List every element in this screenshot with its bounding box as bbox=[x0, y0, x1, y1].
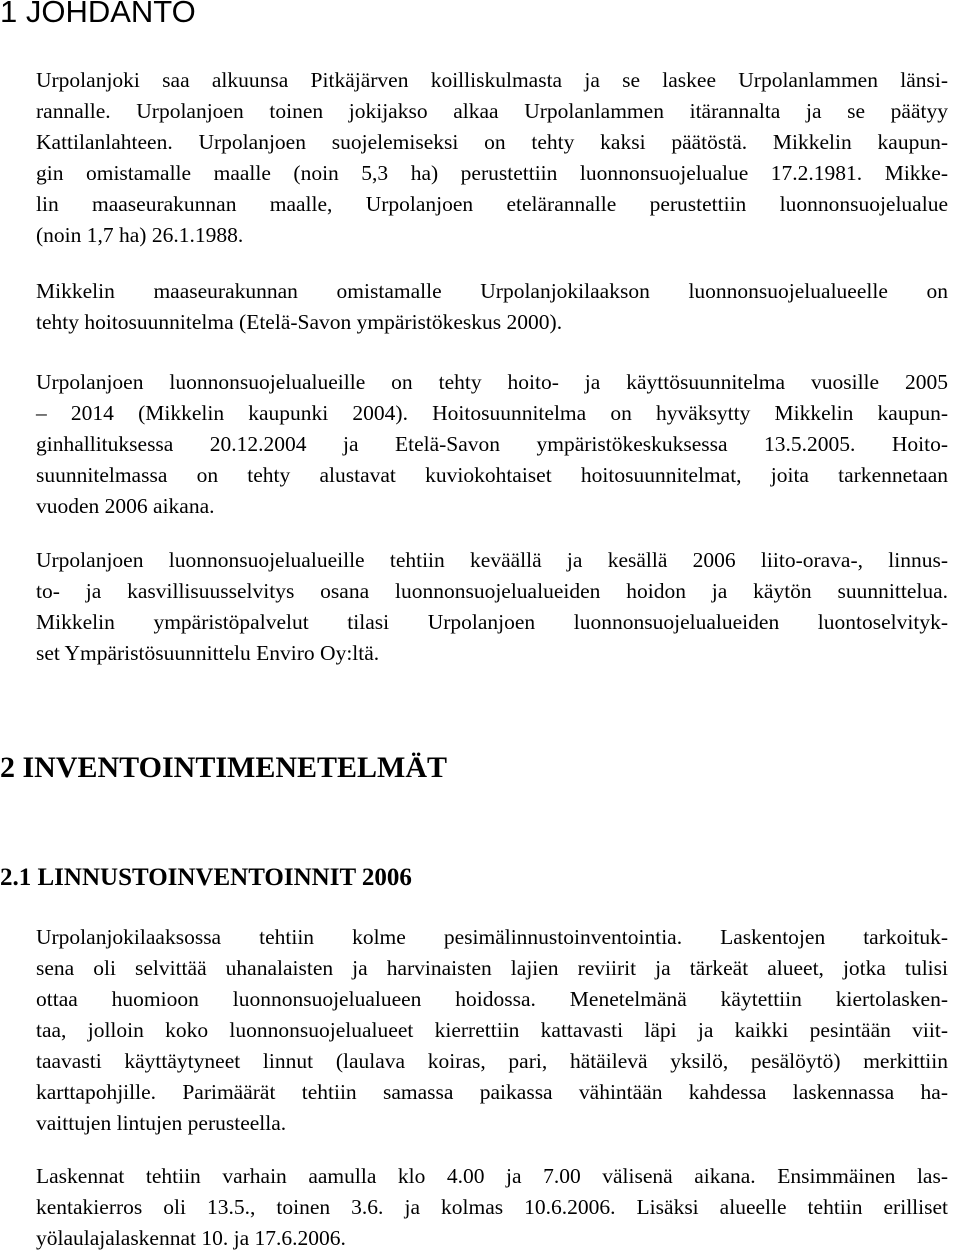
text-line: karttapohjille. Parimäärät tehtiin samassa paikassa vähintään kahdessa laskennassa ha- bbox=[36, 1080, 948, 1104]
text-line: rannalle. Urpolanjoen toinen jokijakso alkaa Urpolanlammen itärannalta ja se päätyy bbox=[36, 99, 948, 123]
text-line: set Ympäristösuunnittelu Enviro Oy:ltä. bbox=[36, 641, 380, 665]
text-line: lin maaseurakunnan maalle, Urpolanjoen etelärannalle perustettiin luonnonsuojelualue bbox=[36, 192, 948, 216]
text-line: Urpolanjokilaaksossa tehtiin kolme pesimälinnustoinventointia. Laskentojen tarkoituk- bbox=[36, 925, 948, 949]
text-line: Laskennat tehtiin varhain aamulla klo 4.00 ja 7.00 välisenä aikana. Ensimmäinen las- bbox=[36, 1164, 948, 1188]
paragraph-management-plan bbox=[36, 367, 948, 522]
text-line: (noin 1,7 ha) 26.1.1988. bbox=[36, 223, 244, 247]
text-line: vuoden 2006 aikana. bbox=[36, 494, 215, 518]
text-line: Urpolanjoen luonnonsuojelualueille on tehty hoito- ja käyttösuunnitelma vuosille 2005 bbox=[36, 370, 948, 394]
text-line: tehty hoitosuunnitelma (Etelä-Savon ympäristökeskus 2000). bbox=[36, 310, 563, 334]
text-line: ottaa huomioon luonnonsuojelualueen hoidossa. Menetelmänä käytettiin kiertolasken- bbox=[36, 987, 948, 1011]
paragraph-surveys bbox=[36, 545, 948, 669]
text-line: kentakierros oli 13.5., toinen 3.6. ja kolmas 10.6.2006. Lisäksi alueelle tehtiin erilliset bbox=[36, 1195, 948, 1219]
text-line: – 2014 (Mikkelin kaupunki 2004). Hoitosuunnitelma on hyväksytty Mikkelin kaupun- bbox=[36, 401, 948, 425]
paragraph-counting-schedule bbox=[36, 1161, 948, 1254]
text-line: taavasti käyttäytyneet linnut (laulava koiras, pari, hätäilevä yksilö, pesälöytö) merkittiin bbox=[36, 1049, 948, 1073]
text-line: yölaulajalaskennat 10. ja 17.6.2006. bbox=[36, 1226, 346, 1250]
paragraph-bird-inventory bbox=[36, 922, 948, 1139]
heading-inventointimenetelmat: 2 INVENTOINTIMENETELMÄT bbox=[0, 751, 448, 784]
text-line: sena oli selvittää uhanalaisten ja harvinaisten lajien reviirit ja tärkeät alueet, jotka tulisi bbox=[36, 956, 948, 980]
heading-linnustoinventoinnit: 2.1 LINNUSTOINVENTOINNIT 2006 bbox=[0, 864, 412, 891]
text-line: vaittujen lintujen perusteella. bbox=[36, 1111, 287, 1135]
text-line: ginhallituksessa 20.12.2004 ja Etelä-Savon ympäristökeskuksessa 13.5.2005. Hoito- bbox=[36, 432, 948, 456]
heading-johdanto: 1 JOHDANTO bbox=[0, 0, 196, 29]
text-line: Mikkelin maaseurakunnan omistamalle Urpolanjokilaakson luonnonsuojelualueelle on bbox=[36, 279, 948, 303]
text-line: Mikkelin ympäristöpalvelut tilasi Urpolanjoen luonnonsuojelualueiden luontoselvityk- bbox=[36, 610, 948, 634]
text-line: Kattilanlahteen. Urpolanjoen suojelemiseksi on tehty kaksi päätöstä. Mikkelin kaupun- bbox=[36, 130, 948, 154]
text-line: taa, jolloin koko luonnonsuojelualueet kierrettiin kattavasti läpi ja kaikki pesintään viit- bbox=[36, 1018, 948, 1042]
text-line: gin omistamalle maalle (noin 5,3 ha) perustettiin luonnonsuojelualue 17.2.1981. Mikke- bbox=[36, 161, 948, 185]
text-line: to- ja kasvillisuusselvitys osana luonnonsuojelualueiden hoidon ja käytön suunnittelua. bbox=[36, 579, 948, 603]
paragraph-care-plan bbox=[36, 276, 948, 338]
paragraph-intro bbox=[36, 65, 948, 251]
text-line: Urpolanjoki saa alkuunsa Pitkäjärven koilliskulmasta ja se laskee Urpolanlammen länsi- bbox=[36, 68, 948, 92]
text-line: Urpolanjoen luonnonsuojelualueille tehtiin keväällä ja kesällä 2006 liito-orava-, linnus- bbox=[36, 548, 948, 572]
text-line: suunnitelmassa on tehty alustavat kuviokohtaiset hoitosuunnitelmat, joita tarkennetaan bbox=[36, 463, 948, 487]
